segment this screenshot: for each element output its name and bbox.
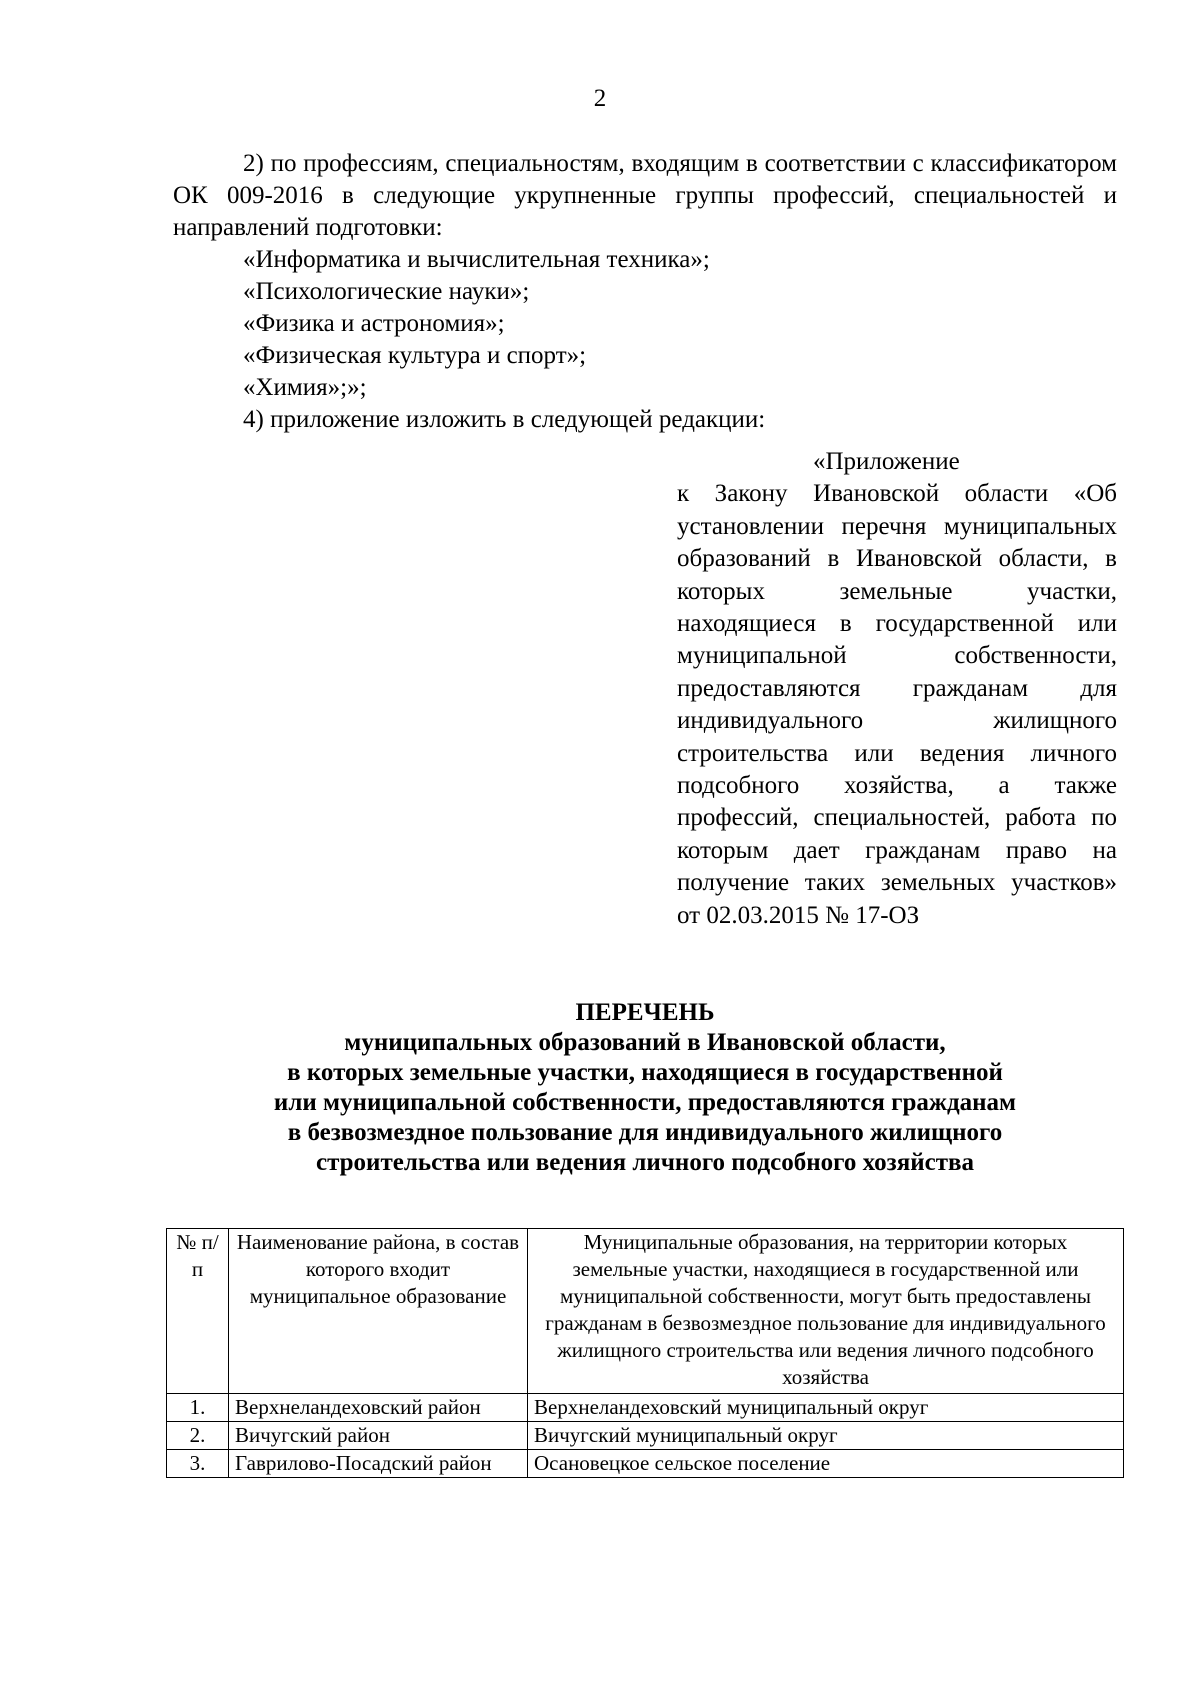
table-header-row	[167, 1229, 1124, 1394]
header-number: № п/п	[167, 1229, 229, 1394]
cell-district: Гаврилово-Посадский район	[229, 1450, 528, 1478]
appendix-block	[677, 446, 1117, 932]
header-district: Наименование района, в состав которого входит муниципальное образование	[229, 1229, 528, 1394]
table-row	[167, 1422, 1124, 1450]
group-item: «Физическая культура и спорт»;	[243, 342, 587, 369]
item-4-paragraph: 4) приложение изложить в следующей редакции:	[243, 406, 766, 433]
cell-municipality: Верхнеландеховский муниципальный округ	[528, 1394, 1124, 1422]
cell-district: Вичугский район	[229, 1422, 528, 1450]
cell-municipality: Вичугский муниципальный округ	[528, 1422, 1124, 1450]
title-line: или муниципальной собственности, предоставляются гражданам	[273, 1089, 1017, 1116]
table-row	[167, 1394, 1124, 1422]
group-item: «Информатика и вычислительная техника»;	[243, 246, 710, 273]
municipalities-table	[166, 1228, 1124, 1478]
document-title	[173, 998, 1117, 1178]
appendix-heading: «Приложение	[813, 448, 960, 475]
intro-paragraph: 2) по профессиям, специальностям, входящим в соответствии с классификатором ОК 009-2016 в следующие укрупненные группы профессий, специальностей и направлений подготовки:	[173, 150, 1117, 241]
cell-number: 3.	[167, 1450, 229, 1478]
intro-section	[173, 148, 1117, 436]
title-line: строительства или ведения личного подсобного хозяйства	[315, 1149, 975, 1176]
group-item: «Психологические науки»;	[243, 278, 530, 305]
cell-number: 2.	[167, 1422, 229, 1450]
title-line: муниципальных образований в Ивановской области,	[344, 1029, 946, 1056]
group-item: «Химия»;»;	[243, 374, 367, 401]
page-number: 2	[593, 85, 607, 112]
group-item: «Физика и астрономия»;	[243, 310, 505, 337]
table-row	[167, 1450, 1124, 1478]
appendix-body: к Закону Ивановской области «Об установлении перечня муниципальных образований в Ивановской области, в которых земельные участки, находящиеся в государственной или муниципальной собственности, предоставляются гражданам для индивидуального жилищного строительства или ведения личного подсобного хозяйства, а также профессий, специальностей, работа по которым дает гражданам право на получение таких земельных участков» от 02.03.2015 № 17-ОЗ	[677, 480, 1117, 929]
title-heading: ПЕРЕЧЕНЬ	[575, 999, 715, 1026]
title-line: в которых земельные участки, находящиеся в государственной	[287, 1059, 1003, 1086]
cell-municipality: Осановецкое сельское поселение	[528, 1450, 1124, 1478]
cell-district: Верхнеландеховский район	[229, 1394, 528, 1422]
cell-number: 1.	[167, 1394, 229, 1422]
header-municipalities: Муниципальные образования, на территории которых земельные участки, находящиеся в государственной или муниципальной собственности, могут быть предоставлены гражданам в безвозмездное пользование для индивидуального жилищного строительства или ведения личного подсобного хозяйства	[528, 1229, 1124, 1394]
title-line: в безвозмездное пользование для индивидуального жилищного	[287, 1119, 1003, 1146]
